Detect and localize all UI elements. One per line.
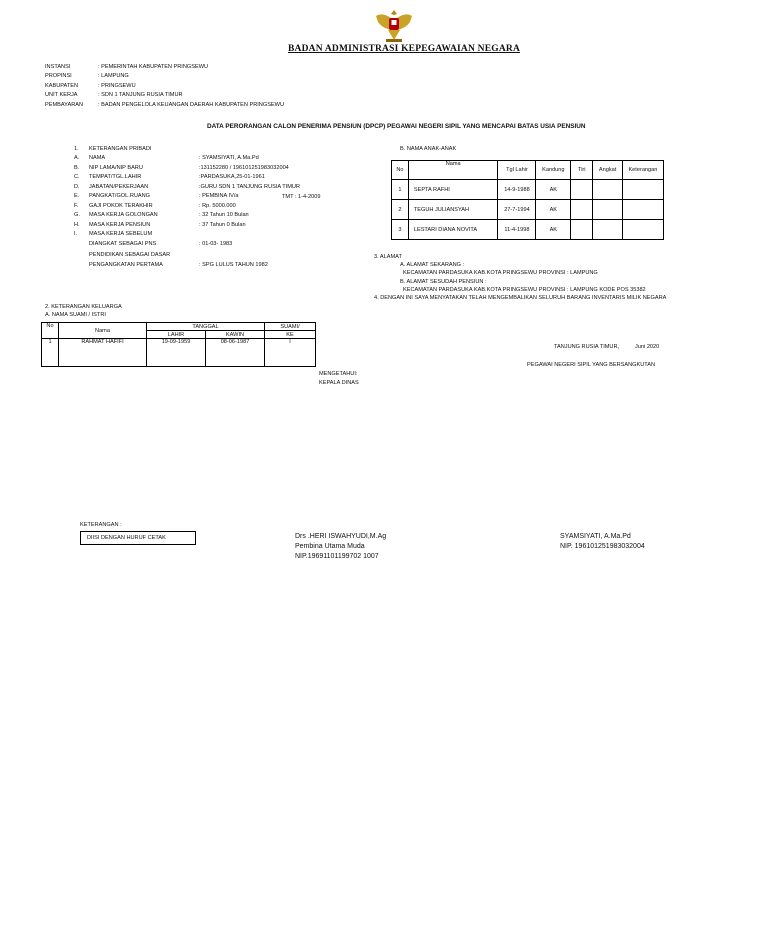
spouse-no: 1: [42, 339, 59, 367]
child-angkat: [593, 220, 623, 240]
pendidikan-label-2: PENGANGKATAN PERTAMA: [89, 262, 163, 268]
child-kandung: AK: [536, 200, 571, 220]
spouse-col-no: No: [42, 323, 59, 339]
children-heading: B. NAMA ANAK-ANAK: [400, 146, 457, 152]
child-no: 3: [392, 220, 409, 240]
instansi-value: : PRINGSEWU: [98, 82, 136, 89]
personal-value: :PARDASUKA,25-01-1961: [199, 174, 265, 180]
personal-heading-num: 1.: [74, 146, 79, 152]
signer2-name: SYAMSIYATI, A.Ma.Pd: [560, 533, 631, 540]
document-title: DATA PERORANGAN CALON PENERIMA PENSIUN (DPCP) PEGAWAI NEGERI SIPIL YANG MENCAPAI BATAS USIA PENSIUN: [207, 123, 586, 130]
family-heading: 2. KETERANGAN KELUARGA: [45, 304, 122, 310]
child-tiri: [571, 180, 593, 200]
personal-heading: KETERANGAN PRIBADI: [89, 146, 152, 152]
child-ket: [622, 200, 663, 220]
child-tiri: [571, 200, 593, 220]
date: Juni 2020: [635, 344, 660, 350]
personal-label: MASA KERJA PENSIUN: [89, 221, 151, 228]
personal-value: : SYAMSIYATI, A.Ma.Pd: [199, 155, 259, 161]
personal-value: : Rp. 5000.000: [199, 202, 236, 209]
personal-label: GAJI POKOK TERAKHIR: [89, 202, 153, 209]
personal-label: MASA KERJA SEBELUM: [89, 231, 153, 237]
personal-letter: H.: [74, 221, 80, 228]
instansi-label: INSTANSI: [45, 64, 71, 70]
table-row: [42, 339, 316, 367]
kepala-dinas-label: KEPALA DINAS: [319, 380, 359, 386]
garuda-emblem-icon: [374, 6, 414, 44]
agency-title: BADAN ADMINISTRASI KEPEGAWAIAN NEGARA: [288, 44, 520, 54]
keterangan-box: DIISI DENGAN HURUF CETAK: [80, 531, 196, 545]
personal-value: :131152280 / 196101251983032004: [199, 164, 289, 171]
personal-value: : 32 Tahun 10 Bulan: [199, 212, 249, 218]
child-nama: SEPTA RAFHI: [408, 180, 498, 200]
pendidikan-label-1: PENDIDIKAN SEBAGAI DASAR: [89, 252, 171, 258]
alamat-b-label: B. ALAMAT SESUDAH PENSIUN :: [400, 279, 487, 285]
child-angkat: [593, 200, 623, 220]
alamat-b-value: KECAMATAN PARDASUKA KAB.KOTA PRINGSEWU PROVINSI : LAMPUNG KODE POS 35382: [403, 287, 646, 293]
personal-label: NIP LAMA/NIP BARU: [89, 164, 143, 171]
col-tgl-lahir: Tgl Lahir: [498, 161, 536, 180]
instansi-label: PEMBAYARAN: [45, 101, 84, 108]
signer2-nip: NIP. 196101251983032004: [560, 543, 645, 550]
children-table: [391, 160, 664, 240]
personal-label: MASA KERJA GOLONGAN: [89, 212, 158, 218]
child-tiri: [571, 220, 593, 240]
personal-letter: B.: [74, 164, 80, 171]
spouse-col-lahir: LAHIR: [147, 331, 206, 339]
signer1-nip: NIP.19691101199702 1007: [295, 553, 379, 560]
alamat-heading: 3. ALAMAT: [374, 254, 402, 260]
mengetahui-label: MENGETAHUI:: [319, 371, 358, 377]
spouse-kawin: 08-06-1987: [206, 339, 265, 367]
instansi-label: PROPINSI: [45, 73, 72, 80]
table-row: [392, 200, 664, 220]
signer1-name: Drs .HERI ISWAHYUDI,M.Ag: [295, 533, 387, 540]
child-tgl: 14-9-1988: [498, 180, 536, 200]
diangkat-value: : 01-03- 1983: [199, 241, 233, 247]
personal-letter: A.: [74, 155, 80, 161]
spouse-table: [41, 322, 316, 367]
pegawai-label: PEGAWAI NEGERI SIPIL YANG BERSANGKUTAN: [527, 362, 656, 368]
inventaris-statement: 4. DENGAN INI SAYA MENYATAKAN TELAH MENGEMBALIKAN SELURUH BARANG INVENTARIS MILIK NEGARA: [374, 295, 667, 301]
personal-value: : PEMBINA IV/a: [199, 193, 239, 199]
personal-label: JABATAN/PEKERJAAN: [89, 183, 149, 190]
spouse-lahir: 19-09-1959: [147, 339, 206, 367]
diangkat-label: DIANGKAT SEBAGAI PNS: [89, 241, 157, 247]
tmt-value: TMT : 1-4-2009: [282, 194, 321, 200]
col-tiri: Tiri: [571, 161, 593, 180]
col-nama: Nama: [408, 161, 498, 180]
child-no: 1: [392, 180, 409, 200]
pendidikan-value: : SPG LULUS TAHUN 1982: [199, 262, 268, 268]
instansi-label: UNIT KERJA: [45, 92, 78, 99]
spouse-nama: RAHMAT HAFIFI: [59, 339, 147, 367]
child-kandung: AK: [536, 180, 571, 200]
child-nama: TEGUH JULIANSYAH: [408, 200, 498, 220]
child-kandung: AK: [536, 220, 571, 240]
personal-letter: F.: [74, 202, 79, 209]
table-row: [392, 220, 664, 240]
keterangan-label: KETERANGAN :: [80, 522, 122, 528]
spouse-ke: I: [265, 339, 316, 367]
personal-label: TEMPAT/TGL.LAHIR: [89, 174, 142, 180]
table-row: [392, 180, 664, 200]
child-ket: [622, 220, 663, 240]
child-no: 2: [392, 200, 409, 220]
instansi-value: : SDN 1 TANJUNG RUSIA TIMUR: [98, 92, 183, 99]
child-ket: [622, 180, 663, 200]
spouse-col-nama: Nama: [59, 323, 147, 339]
personal-letter: G.: [74, 212, 80, 218]
alamat-a-label: A. ALAMAT SEKARANG :: [400, 262, 465, 268]
family-sub: A. NAMA SUAMI / ISTRI: [45, 312, 106, 318]
personal-value: : 37 Tahun 0 Bulan: [199, 221, 246, 228]
spouse-col-tanggal: TANGGAL: [147, 323, 265, 331]
personal-value: :GURU SDN 1 TANJUNG RUSIA TIMUR: [199, 183, 301, 190]
col-kandung: Kandung: [536, 161, 571, 180]
instansi-label: KABUPATEN: [45, 82, 79, 89]
col-angkat: Angkat: [593, 161, 623, 180]
personal-label: PANGKAT/GOL.RUANG: [89, 193, 151, 199]
child-nama: LESTARI DIANA NOVITA: [408, 220, 498, 240]
instansi-value: : PEMERINTAH KABUPATEN PRINGSEWU: [98, 64, 209, 70]
child-tgl: 11-4-1998: [498, 220, 536, 240]
spouse-col-ke: KE: [265, 331, 316, 339]
personal-letter: I.: [74, 231, 78, 237]
spouse-col-suami: SUAMI/: [265, 323, 316, 331]
signer1-rank: Pembina Utama Muda: [295, 543, 365, 550]
alamat-a-value: KECAMATAN PARDASUKA KAB.KOTA PRINGSEWU PROVINSI : LAMPUNG: [403, 270, 598, 276]
personal-letter: E.: [74, 193, 80, 199]
spouse-col-kawin: KAWIN: [206, 331, 265, 339]
instansi-value: : LAMPUNG: [98, 73, 129, 80]
instansi-value: : BADAN PENGELOLA KEUANGAN DAERAH KABUPATEN PRINGSEWU: [98, 101, 284, 108]
personal-letter: C.: [74, 174, 80, 180]
col-keterangan: Keterangan: [622, 161, 663, 180]
place: TANJUNG RUSIA TIMUR,: [554, 344, 620, 350]
personal-letter: D.: [74, 183, 80, 190]
child-tgl: 27-7-1994: [498, 200, 536, 220]
col-no: No: [392, 161, 409, 180]
child-angkat: [593, 180, 623, 200]
personal-label: NAMA: [89, 155, 106, 161]
